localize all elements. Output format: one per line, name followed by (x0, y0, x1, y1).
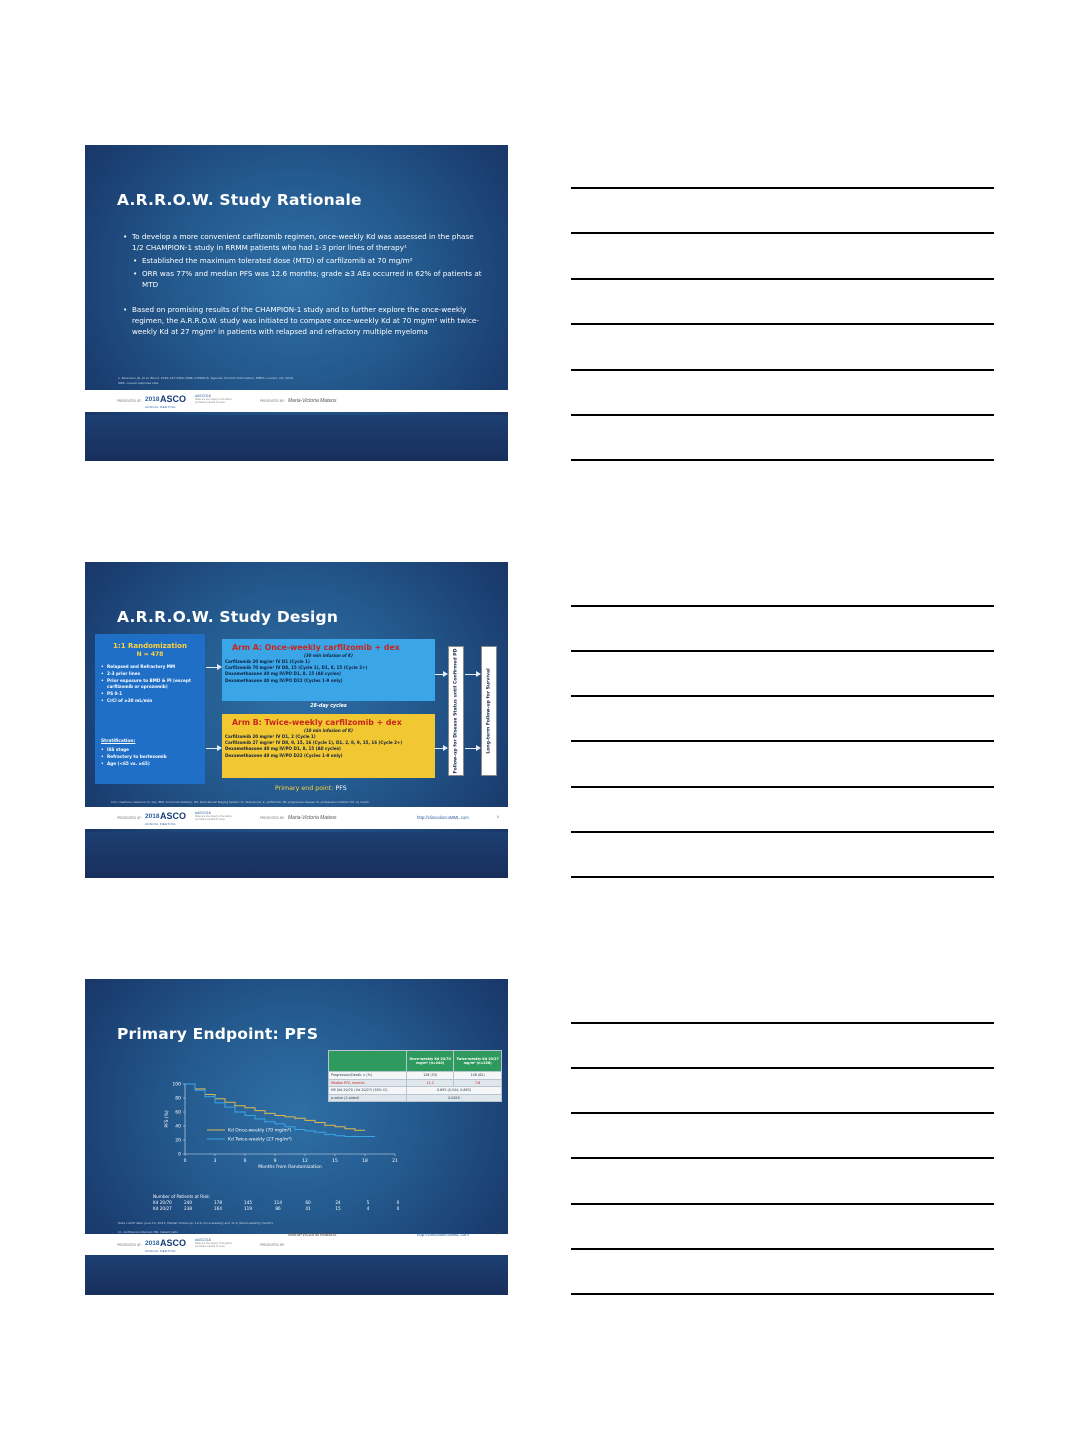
slide-design (85, 562, 508, 878)
primary-endpoint: Primary end point: PFS (275, 785, 347, 792)
page-number: 6 (497, 815, 499, 819)
stratification-heading: Stratification: (101, 739, 136, 744)
hashtag: #ASCO18 (195, 394, 211, 398)
references (118, 376, 468, 386)
arm-b-infusion: (10 min infusion of K) (304, 728, 353, 733)
slide-footer (85, 390, 508, 412)
arm-a-dosing: Carfilzomib 20 mg/m² IV D1 (Cycle 1) Carfilzomib 70 mg/m² IV D8, 15 (Cycle 1), D1, 8, 15 (Cycle 2+) Dexamethasone 40 mg IV/PO D1, 8, 15 (All cycles) Dexamethasone 40 mg IV/PO D22 (Cycles 1-9 only) (225, 659, 368, 683)
x-tick-label: 3 (213, 1159, 217, 1164)
table-header-row (329, 1051, 502, 1072)
randomization-n: N = 478 (136, 651, 164, 658)
eligibility-item: • Relapsed and Refractory MM (101, 664, 203, 671)
table-row: HR (Kd 20/70 / Kd 20/27) (95% CI) 0.693 (0.544, 0.883) (329, 1087, 502, 1095)
asco-logo: 2018 ASCO ANNUAL MEETING (145, 811, 187, 826)
presenter-name: Maria-Victoria Mateos (288, 398, 337, 404)
reference: ORR, overall response rate. (118, 381, 160, 385)
eligibility-list (101, 664, 203, 705)
eligibility-item: • PS 0-1 (101, 691, 203, 698)
slide-footer (85, 807, 508, 829)
hashtag-note: Slides are the property of the author, permission required for reuse. (195, 1243, 233, 1248)
y-tick-label: 40 (175, 1124, 181, 1130)
x-tick-label: 0 (183, 1159, 187, 1164)
arm-b-title: Arm B: Twice-weekly carfilzomib + dex (232, 718, 402, 727)
note-line (571, 323, 994, 325)
bullet: • Based on promising results of the CHAMPION-1 study and to further explore the once-weekly regimen, the A.R.R.O.W. study was initiated to compare once-weekly Kd at 70 mg/m² with twice-weekly Kd at 27 mg/m² in patients with relapsed and refractory multiple myeloma (123, 304, 483, 337)
eligibility-item: • CrCl of ≥30 mL/min (101, 698, 203, 705)
abbreviations: CrCl, creatinine clearance; D, day; IMiD, immunomodulatory; ISS, International Staging System; IV, intravenous; K, carfilzomib; PD, progressive disease; PI, proteasome inhibitor; PO, by mouth (111, 800, 369, 804)
hashtag-note: Slides are the property of the author, permission required for reuse. (195, 816, 233, 821)
table-header: Twice-weekly Kd 20/27 mg/m² (n=238) (454, 1051, 502, 1072)
slide-title: Primary Endpoint: PFS (117, 1025, 319, 1043)
km-chart (145, 1074, 415, 1189)
note-line (571, 605, 994, 607)
arm-a-box (222, 639, 435, 701)
slide-title: A.R.R.O.W. Study Rationale (117, 191, 362, 209)
footer-url: http://clinicaloncoMML.com (417, 1232, 469, 1237)
note-line (571, 232, 994, 234)
note-line (571, 278, 994, 280)
survival-box (481, 646, 497, 776)
note-line (571, 650, 994, 652)
arm-a-title: Arm A: Once-weekly carfilzomib + dex (232, 643, 400, 652)
note-line (571, 1203, 994, 1205)
slide-bottom-band (85, 832, 508, 878)
note-line (571, 1067, 994, 1069)
presented-at-label: PRESENTED AT: (117, 399, 142, 403)
note-line (571, 740, 994, 742)
footer-url: http://clinicaloncoMML.com (417, 815, 469, 820)
hashtag: #ASCO18 (195, 811, 211, 815)
sub-bullet: • Established the maximum tolerated dose (MTD) of carfilzomib at 70 mg/m² (133, 255, 483, 266)
data-cutoff-note: Data cutoff date: June 15, 2017; Median follow-up: 12.6 (once-weekly) and 11.0 (twice-weekly) months (118, 1221, 273, 1225)
arm-a-infusion: (30 min infusion of K) (304, 653, 353, 658)
hashtag-note: Slides are the property of the author, permission required for reuse. (195, 399, 233, 404)
x-tick-label: 18 (362, 1159, 368, 1164)
y-tick-label: 100 (172, 1082, 181, 1088)
note-line (571, 1293, 994, 1295)
sub-bullet: • ORR was 77% and median PFS was 12.6 months; grade ≥3 AEs occurred in 62% of patients at MTD (133, 268, 483, 290)
page-number: 7 (497, 1232, 499, 1236)
randomization-title: 1:1 Randomization (113, 642, 187, 650)
eligibility-item: • Prior exposure to BMD & PI (except carfilzomib or oprozomib) (101, 678, 203, 692)
asco-logo: 2018 ASCO ANNUAL MEETING (145, 394, 187, 409)
y-tick-label: 80 (175, 1096, 181, 1102)
followup-label: Follow-up for Disease Status until Confirmed PD (453, 648, 459, 774)
note-line (571, 459, 994, 461)
bullet: • To develop a more convenient carfilzomib regimen, once-weekly Kd was assessed in the phase 1/2 CHAMPION-1 study in RRMM patients who had 1-3 prior lines of therapy¹ (123, 231, 483, 253)
note-line (571, 1112, 994, 1114)
presented-by-label: PRESENTED BY: (260, 1243, 285, 1247)
note-line (571, 876, 994, 878)
presented-by-label: PRESENTED BY: (260, 399, 285, 403)
arm-b-box (222, 714, 435, 778)
x-tick-label: 15 (332, 1159, 338, 1164)
note-line (571, 1157, 994, 1159)
y-axis-label: PFS (%) (165, 1110, 170, 1128)
x-tick-label: 6 (243, 1159, 247, 1164)
legend-label: Kd Twice-weekly (27 mg/m²) (228, 1137, 292, 1143)
stratification-item: • Refractory to bortezomib (101, 754, 203, 761)
randomization-box (95, 634, 205, 784)
bullet-list (123, 231, 483, 339)
abbreviations: CI, confidence interval; HR, hazard ratio (118, 1230, 179, 1234)
slide-title: A.R.R.O.W. Study Design (117, 608, 339, 626)
x-tick-label: 21 (392, 1159, 398, 1164)
table-row: p-value (2-sided) 0.0029 (329, 1094, 502, 1102)
eligibility-item: • 2-3 prior lines (101, 671, 203, 678)
table-header: Once-weekly Kd 20/70 mg/m² (n=240) (407, 1051, 454, 1072)
note-line (571, 786, 994, 788)
presented-at-label: PRESENTED AT: (117, 816, 142, 820)
y-tick-label: 60 (175, 1110, 181, 1116)
x-tick-label: 12 (302, 1159, 308, 1164)
hashtag: #ASCO18 (195, 1238, 211, 1242)
table-row: Progression/Death, n (%) 126 (53) 148 (62) (329, 1072, 502, 1080)
asco-logo: 2018 ASCO ANNUAL MEETING (145, 1238, 187, 1253)
stratification-list (101, 747, 203, 767)
note-line (571, 369, 994, 371)
slide-rationale (85, 145, 508, 461)
stratification-item: • Age (<65 vs. ≥65) (101, 761, 203, 768)
note-line (571, 831, 994, 833)
x-tick-label: 9 (273, 1159, 277, 1164)
note-line (571, 414, 994, 416)
followup-box (448, 646, 464, 776)
arm-b-dosing: Carfilzomib 20 mg/m² IV D1, 2 (Cycle 1) Carfilzomib 27 mg/m² IV D8, 9, 15, 16 (Cycle 1), D1, 2, 8, 9, 15, 16 (Cycle 2+) Dexamethasone 40 mg IV/PO D1, 8, 15 (All cycles) Dexamethasone 40 mg IV/PO D22 (Cycles 1-9 only) (225, 734, 403, 758)
slide-bottom-band (85, 1255, 508, 1295)
note-line (571, 1022, 994, 1024)
note-line (571, 187, 994, 189)
legend-label: Kd Once-weekly (70 mg/m²) (228, 1128, 292, 1134)
presented-by-label: PRESENTED BY: (260, 816, 285, 820)
table-row: Median PFS, months 11.2 7.6 (329, 1079, 502, 1087)
presented-at-label: PRESENTED AT: (117, 1243, 142, 1247)
presenter-name: Maria-Victoria Mateos (288, 815, 337, 821)
survival-label: Long-term Follow-up for Survival (486, 668, 492, 754)
note-line (571, 695, 994, 697)
reference: 1. Berenson JR, et al. Blood. 2016;127:3360-3368; KYPROLIS. Kyprolis: Product Information. EMEA: London, UK; 2016. (118, 376, 294, 380)
cycle-length: 28-day cycles (310, 704, 347, 709)
note-line (571, 1248, 994, 1250)
slide-primary-endpoint: Primary Endpoint: PFS Once-weekly Kd 20/70 mg/m² (n=240) Twice-weekly Kd 20/27 mg/m² (n=238) Progression/Death, n (%) 126 (53) 148 (62) Median PFS, months 11.2 7.6 HR (Kd 20/70 / Kd 20/27) (95% CI) 0.693 (0.544, 0.883) p-value (2-sided) 0.0029 0 20 40 60 80 100 0 3 6 9 12 15 18 21 Months from Randomization PFS (%) Kd Once-weekly (70 mg/m²) Kd Twice-weekly (27 mg/m²) Number of Patients at Risk: Kd 20/70 240 178 145 114 60 24 5 0 Kd 20/27 238 164 119 86 41 15 4 0 Data cutoff date: June 15, 2017; Median follow-up: 12.6 (once-weekly) and 11.0 (twice-weekly) months CI, confidence interval; HR, hazard ratio PRESENTED AT: 2018 ASCO ANNUAL MEETING #ASCO18 Slides are the property of the author, permission required for reuse. PRESENTED BY: Maria-Victoria Mateos http://clinicaloncoMML.com 7 (85, 979, 508, 1295)
slide-bottom-band (85, 415, 508, 461)
y-tick-label: 20 (175, 1138, 181, 1144)
risk-title: Number of Patients at Risk: (153, 1194, 211, 1199)
presenter-name: Maria-Victoria Mateos (288, 1232, 337, 1238)
slide-footer (85, 1234, 508, 1256)
y-tick-label: 0 (178, 1152, 181, 1158)
stratification-item: • ISS stage (101, 747, 203, 754)
x-axis-label: Months from Randomization (258, 1165, 322, 1170)
